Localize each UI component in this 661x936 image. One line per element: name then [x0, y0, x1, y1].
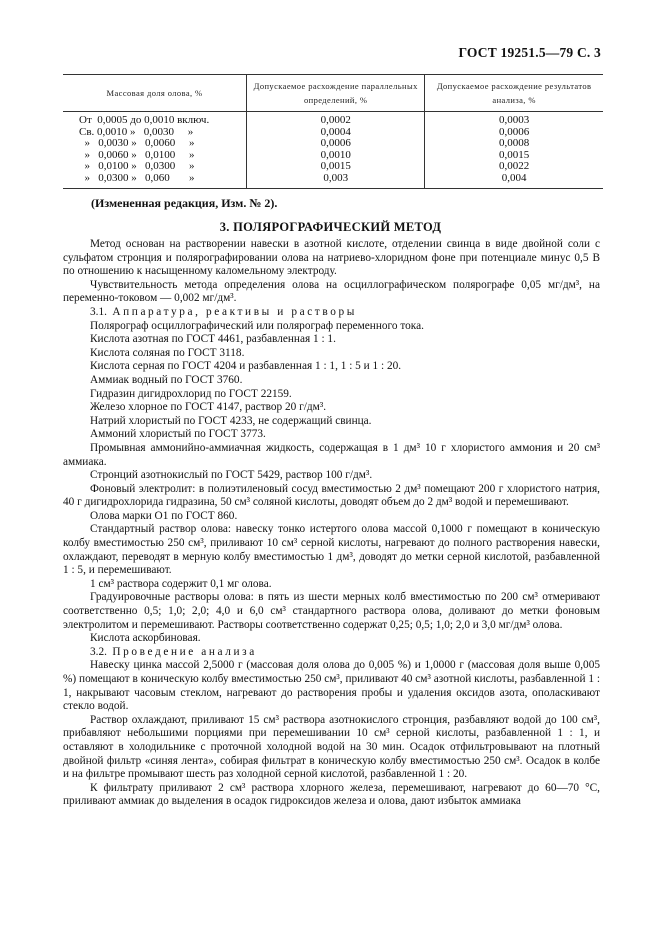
paragraph: Аммоний хлористый по ГОСТ 3773. — [90, 428, 266, 441]
paragraph: Железо хлорное по ГОСТ 4147, раствор 20 г/дм³. — [90, 401, 327, 414]
cell-results: 0,004 — [425, 173, 603, 189]
cell-results: 0,0003 — [425, 112, 603, 127]
paragraph: Кислота серная по ГОСТ 4204 и разбавленная 1 : 1, 1 : 5 и 1 : 20. — [90, 360, 402, 373]
tolerance-table — [63, 74, 603, 189]
subsection-heading-analysis — [63, 646, 600, 660]
cell-parallel: 0,0002 — [247, 112, 425, 127]
column-header-parallel-tolerance: Допускаемое расхождение параллельных определений, % — [247, 75, 425, 112]
paragraph: Аммиак водный по ГОСТ 3760. — [90, 373, 243, 386]
subsection-title: Проведение анализа — [112, 645, 257, 658]
paragraph: 1 см³ раствора содержит 0,1 мг олова. — [90, 577, 272, 590]
cell-results: 0,0008 — [425, 138, 603, 150]
paragraph: Навеску цинка массой 2,5000 г (массовая доля олова до 0,005 %) и 1,0000 г (массовая доля выше 0,005 %) помещают в коническую колбу вместимостью 250 см³, приливают 40 см³ азотной кислоты, разбавленной 1 : 1, накрывают часовым стеклом, нагревают до растворения пробы и удаления оксидов азота, ополаскивают стекло водой. — [63, 659, 600, 713]
subsection-heading-equipment — [63, 306, 600, 320]
paragraph: Кислота азотная по ГОСТ 4461, разбавленная 1 : 1. — [90, 333, 336, 346]
paragraph: Метод основан на растворении навески в азотной кислоте, отделении свинца в виде двойной соли с сульфатом стронция и полярографировании олова на натриево-хлоридном фоне при потенциале минус 0,5 В по отношению к насыщенному каломельному электроду. — [63, 238, 600, 278]
paragraph: Полярограф осциллографический или полярограф переменного тока. — [90, 319, 424, 332]
cell-parallel: 0,003 — [247, 173, 425, 189]
paragraph: Кислота аскорбиновая. — [90, 632, 201, 645]
amendment-note: (Измененная редакция, Изм. № 2). — [91, 196, 278, 210]
paragraph: Кислота соляная по ГОСТ 3118. — [90, 346, 245, 359]
table-header-row — [63, 75, 603, 112]
cell-parallel: 0,0006 — [247, 138, 425, 150]
paragraph: Стронций азотнокислый по ГОСТ 5429, раствор 100 г/дм³. — [90, 469, 373, 482]
paragraph: Чувствительность метода определения олова на осциллографическом полярографе 0,05 мг/дм³, на переменно-токовом — 0,002 мг/дм³. — [63, 278, 600, 305]
cell-results: 0,0006 — [425, 127, 603, 139]
cell-parallel: 0,0015 — [247, 161, 425, 173]
paragraph: Раствор охлаждают, приливают 15 см³ раствора азотнокислого стронция, разбавляют водой до 100 см³, прибавляют небольшими порциями при перемешивании 10 см³ серной кислоты, разбавленной 1 : 1, и оставляют в холодильнике с проточной холодной водой на 30 мин. Осадок отфильтровывают на плотный двойной фильтр «синяя лента», собирая фильтрат в коническую колбу вместимостью 250 см³. Осадок в колбе и на фильтре промывают шесть раз холодной серной кислотой, разбавленной 1 : 20. — [63, 713, 600, 781]
paragraph: Стандартный раствор олова: навеску тонко истертого олова массой 0,1000 г помещают в коническую колбу вместимостью 250 см³, приливают 10 см³ серной кислоты, нагревают до полного растворения навески, охлаждают, переводят в мерную колбу вместимостью 1 дм³, доводят до метки серной кислотой, разбавленной 1 : 5, и перемешивают. — [63, 523, 600, 577]
cell-range: » 0,0060 » 0,0100 » — [79, 148, 195, 161]
paragraph: Гидразин дигидрохлорид по ГОСТ 22159. — [90, 387, 292, 400]
column-header-tin-fraction: Массовая доля олова, % — [63, 75, 247, 112]
cell-range: От 0,0005 до 0,0010 включ. — [79, 114, 210, 126]
section-title: 3. ПОЛЯРОГРАФИЧЕСКИЙ МЕТОД — [219, 220, 442, 234]
cell-range: » 0,0300 » 0,060 » — [63, 173, 247, 189]
page-header: ГОСТ 19251.5—79 С. 3 — [458, 45, 601, 60]
paragraph: Олова марки О1 по ГОСТ 860. — [90, 509, 238, 522]
cell-range: » 0,0100 » 0,0300 » — [79, 160, 195, 172]
subsection-title: Аппаратура, реактивы и растворы — [112, 305, 357, 318]
paragraph: Градуировочные растворы олова: в пять из шести мерных колб вместимостью по 200 см³ отмеривают соответственно 0,5; 1,0; 2,0; 4,0 и 6,0 см³ стандартного раствора олова, доливают до метки фоновым электролитом и перемешивают. Растворы соответственно содержат 0,25; 0,5; 1,0; 2,0 и 3,0 мг/дм³ олова. — [63, 591, 600, 631]
paragraph: Промывная аммонийно-аммиачная жидкость, содержащая в 1 дм³ 10 г хлористого аммония и 20 см³ аммиака. — [63, 441, 600, 468]
table-row — [63, 112, 603, 127]
table-row — [63, 138, 603, 150]
paragraph: Натрий хлористый по ГОСТ 4233, не содержащий свинца. — [90, 414, 372, 427]
cell-parallel: 0,0004 — [247, 127, 425, 139]
body-text — [63, 238, 600, 809]
paragraph: К фильтрату приливают 2 см³ раствора хлорного железа, перемешивают, нагревают до 60—70 °С, приливают аммиак до выделения в осадок гидроксидов железа и олова, дают избыток аммиака — [63, 781, 600, 808]
cell-results: 0,0022 — [425, 161, 603, 173]
cell-range: » 0,0030 » 0,0060 » — [79, 137, 195, 149]
cell-parallel: 0,0010 — [247, 150, 425, 162]
table-row — [63, 161, 603, 173]
paragraph: Фоновый электролит: в полиэтиленовый сосуд вместимостью 2 дм³ помещают 200 г хлористого натрия, 40 г дигидрохлорида гидразина, 50 см³ соляной кислоты, доводят объем до 2 дм³ водой и перемешивают. — [63, 482, 600, 509]
column-header-result-tolerance: Допускаемое расхождение результатов анализа, % — [425, 75, 603, 112]
subsection-number: 3.2. — [90, 645, 107, 658]
cell-range: Св. 0,0010 » 0,0030 » — [79, 125, 194, 138]
subsection-number: 3.1. — [90, 305, 107, 318]
cell-results: 0,0015 — [425, 150, 603, 162]
table-row — [63, 173, 603, 189]
